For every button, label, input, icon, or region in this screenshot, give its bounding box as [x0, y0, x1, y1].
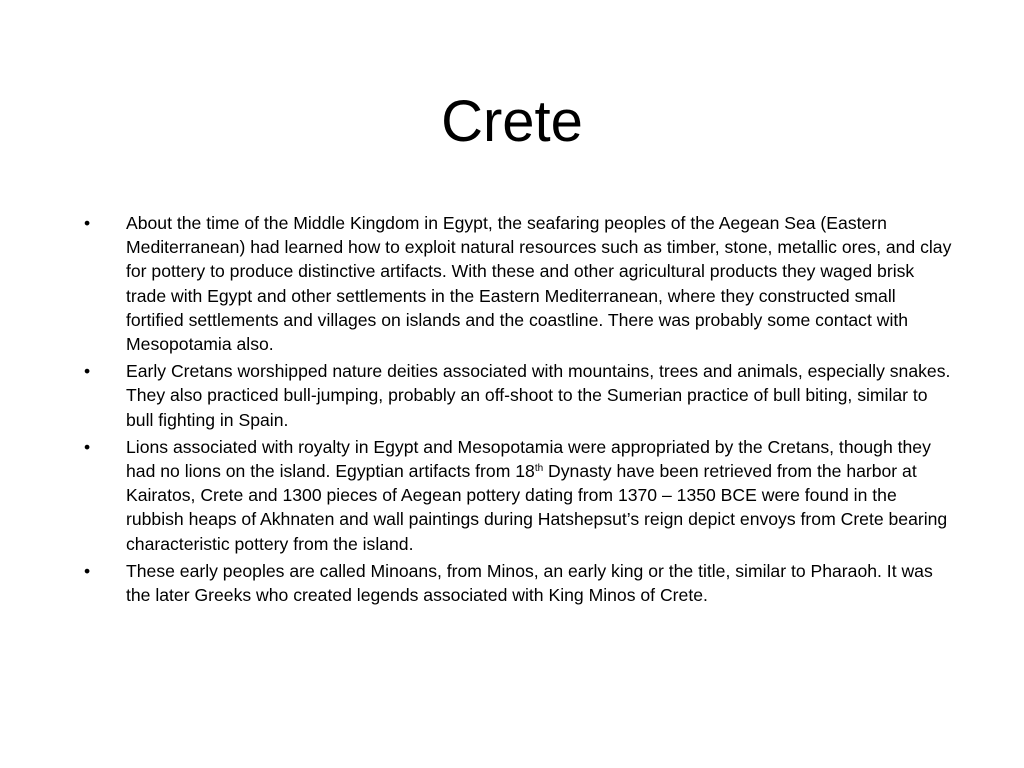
bullet-item [84, 211, 954, 356]
bullet-item [84, 559, 954, 607]
bullet-marker: • [84, 436, 91, 457]
ordinal-superscript: th [534, 463, 544, 475]
slide-title: Crete [441, 89, 583, 154]
bullet-text-part: Lions associated with royalty in Egypt and Mesopotamia were appropriated by the Cretans, though they had no lions on the island. Egyptian artifacts from 18 [126, 436, 931, 482]
bullet-item [84, 435, 954, 556]
bullet-marker: • [84, 361, 91, 382]
bullet-marker: • [84, 213, 91, 233]
bullet-list [84, 211, 954, 610]
bullet-text: Early Cretans worshipped nature deities associated with mountains, trees and animals, especially snakes. They also practiced bull-jumping, probably an off-shoot to the Sumerian practice of bull biting, similar to bull fighting in Spain. [126, 361, 951, 430]
bullet-text [126, 435, 954, 556]
bullet-text-part: Dynasty have been retrieved from the harbor at Kairatos, Crete and 1300 pieces of Aegean pottery dating from 1370 – 1350 BCE were found in the rubbish heaps of Akhnaten and wall paintings during Hatshepsut’s reign depict envoys from Crete bearing characteristic pottery from the island. [126, 461, 948, 554]
bullet-item [84, 359, 954, 432]
bullet-text: About the time of the Middle Kingdom in Egypt, the seafaring peoples of the Aegean Sea (Eastern Mediterranean) had learned how to exploit natural resources such as timber, stone, metallic ores, and clay for pottery to produce distinctive artifacts. With these and other agricultural products they waged brisk trade with Egypt and other settlements in the Eastern Mediterranean, where they constructed small fortified settlements and villages on islands and the coastline. There was probably some contact with Mesopotamia also. [126, 213, 952, 355]
bullet-text: These early peoples are called Minoans, from Minos, an early king or the title, similar to Pharaoh. It was the later Greeks who created legends associated with King Minos of Crete. [126, 560, 933, 606]
bullet-marker: • [84, 560, 91, 581]
